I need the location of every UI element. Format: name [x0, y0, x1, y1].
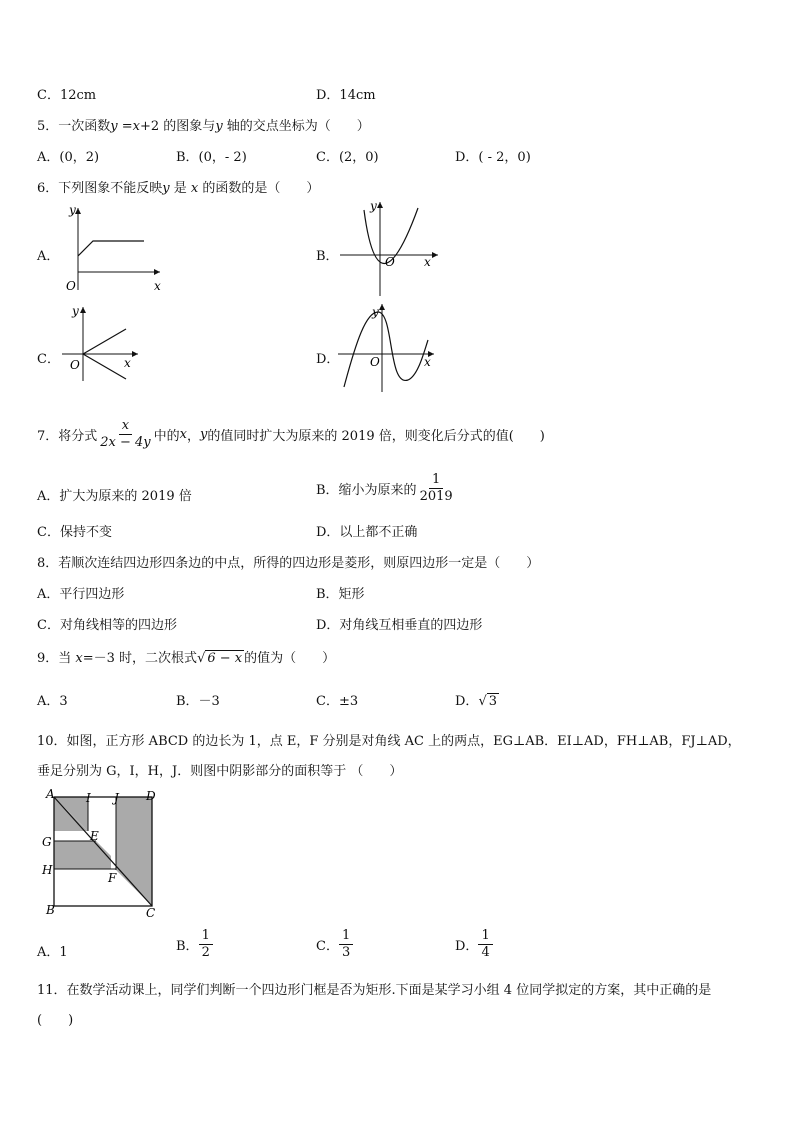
svg-text:D: D: [146, 789, 156, 803]
q10-option-a: A．1: [37, 945, 68, 960]
svg-text:I: I: [86, 791, 91, 805]
svg-text:F: F: [108, 871, 117, 885]
q6-label-c: C．: [37, 352, 60, 367]
q6-d-y-label: y: [372, 305, 379, 319]
q10-option-c: C． $\frac{1}{3}$: [316, 928, 353, 961]
q7-option-a: A．扩大为原来的 2019 倍: [37, 489, 192, 504]
q9-option-c: C．±3: [316, 694, 359, 709]
q11-line2: ( ): [37, 1013, 74, 1028]
q6-graph-c: [58, 303, 148, 383]
q6-a-origin: O: [66, 279, 76, 293]
q7-option-b: B．缩小为原来的 $\frac{1}{2019}$: [316, 472, 453, 504]
q5-option-c: C．(2，0): [316, 150, 379, 165]
q8-option-b: B．矩形: [316, 587, 365, 602]
q6-b-origin: O: [385, 255, 395, 269]
q6-graph-d: [336, 302, 440, 394]
q6-d-origin: O: [370, 355, 380, 369]
q6-stem: 6．下列图象不能反映y 是 x 的函数的是（ ）: [37, 181, 320, 196]
q7-stem: 7．将分式 $\frac{x}{2x - 4y}$ 中的 x ， y 的值同时扩大为原来的 2019 倍，则变化后分式的值( ): [37, 418, 545, 450]
q6-graph-b: [334, 198, 444, 298]
q8-option-c: C．对角线相等的四边形: [37, 618, 177, 633]
q10-line1: 10．如图，正方形 ABCD 的边长为 1，点 E，F 分别是对角线 AC 上的两点，EG⊥AB．EI⊥AD，FH⊥AB，FJ⊥AD，: [37, 734, 741, 749]
q10-shaded-region-j: [116, 797, 152, 906]
q9-option-d: D．√ 3: [455, 694, 498, 709]
q10-shaded-region-h: [54, 841, 111, 869]
q7-option-c: C．保持不变: [37, 525, 112, 540]
svg-text:C: C: [146, 906, 156, 920]
q9-stem: 9．当 x=－3 时，二次根式√ 6 − x 的值为（ ）: [37, 651, 336, 666]
q8-stem: 8．若顺次连结四边形四条边的中点，所得的四边形是菱形，则原四边形一定是（ ）: [37, 556, 540, 571]
svg-text:H: H: [42, 863, 53, 877]
q10-line2: 垂足分别为 G，I，H，J．则图中阴影部分的面积等于 （ ）: [37, 764, 403, 779]
q6-a-y-label: y: [69, 203, 76, 217]
q6-b-y-label: y: [370, 199, 377, 213]
q6-a-x-label: x: [154, 279, 161, 293]
q4-option-d: D．14cm: [316, 88, 376, 103]
q5-option-a: A．(0，2): [37, 150, 100, 165]
q6-graph-a: [58, 200, 168, 295]
q11-line1: 11．在数学活动课上，同学们判断一个四边形门框是否为矩形.下面是某学习小组 4 位同学拟定的方案，其中正确的是: [37, 983, 712, 998]
q9-option-b: B．－3: [176, 694, 220, 709]
q5-option-b: B．(0，- 2): [176, 150, 247, 165]
q8-option-d: D．对角线互相垂直的四边形: [316, 618, 483, 633]
q6-d-x-label: x: [424, 355, 431, 369]
svg-text:B: B: [46, 903, 55, 917]
q10-option-d: D． $\frac{1}{4}$: [455, 928, 493, 961]
svg-text:G: G: [42, 835, 52, 849]
svg-text:J: J: [114, 791, 119, 805]
q5-option-d: D．( - 2，0): [455, 150, 531, 165]
q6-b-x-label: x: [424, 255, 431, 269]
q6-label-d: D．: [316, 352, 340, 367]
q6-c-origin: O: [70, 358, 80, 372]
q10-square-figure: [38, 786, 168, 921]
q7-fraction: $\frac{x}{2x - 4y}$: [100, 418, 151, 450]
svg-text:E: E: [90, 829, 99, 843]
q7-option-d: D．以上都不正确: [316, 525, 418, 540]
q6-label-b: B．: [316, 249, 339, 264]
q8-option-a: A．平行四边形: [37, 587, 125, 602]
q6-label-a: A．: [37, 249, 60, 264]
svg-text:A: A: [46, 787, 55, 801]
q6-c-x-label: x: [124, 356, 131, 370]
q9-option-a: A．3: [37, 694, 68, 709]
q10-option-b: B． $\frac{1}{2}$: [176, 928, 213, 961]
q4-option-c: C．12cm: [37, 88, 97, 103]
q6-c-y-label: y: [72, 304, 79, 318]
q5-stem: 5．一次函数y =x+2 的图象与y 轴的交点坐标为（ ）: [37, 119, 370, 134]
